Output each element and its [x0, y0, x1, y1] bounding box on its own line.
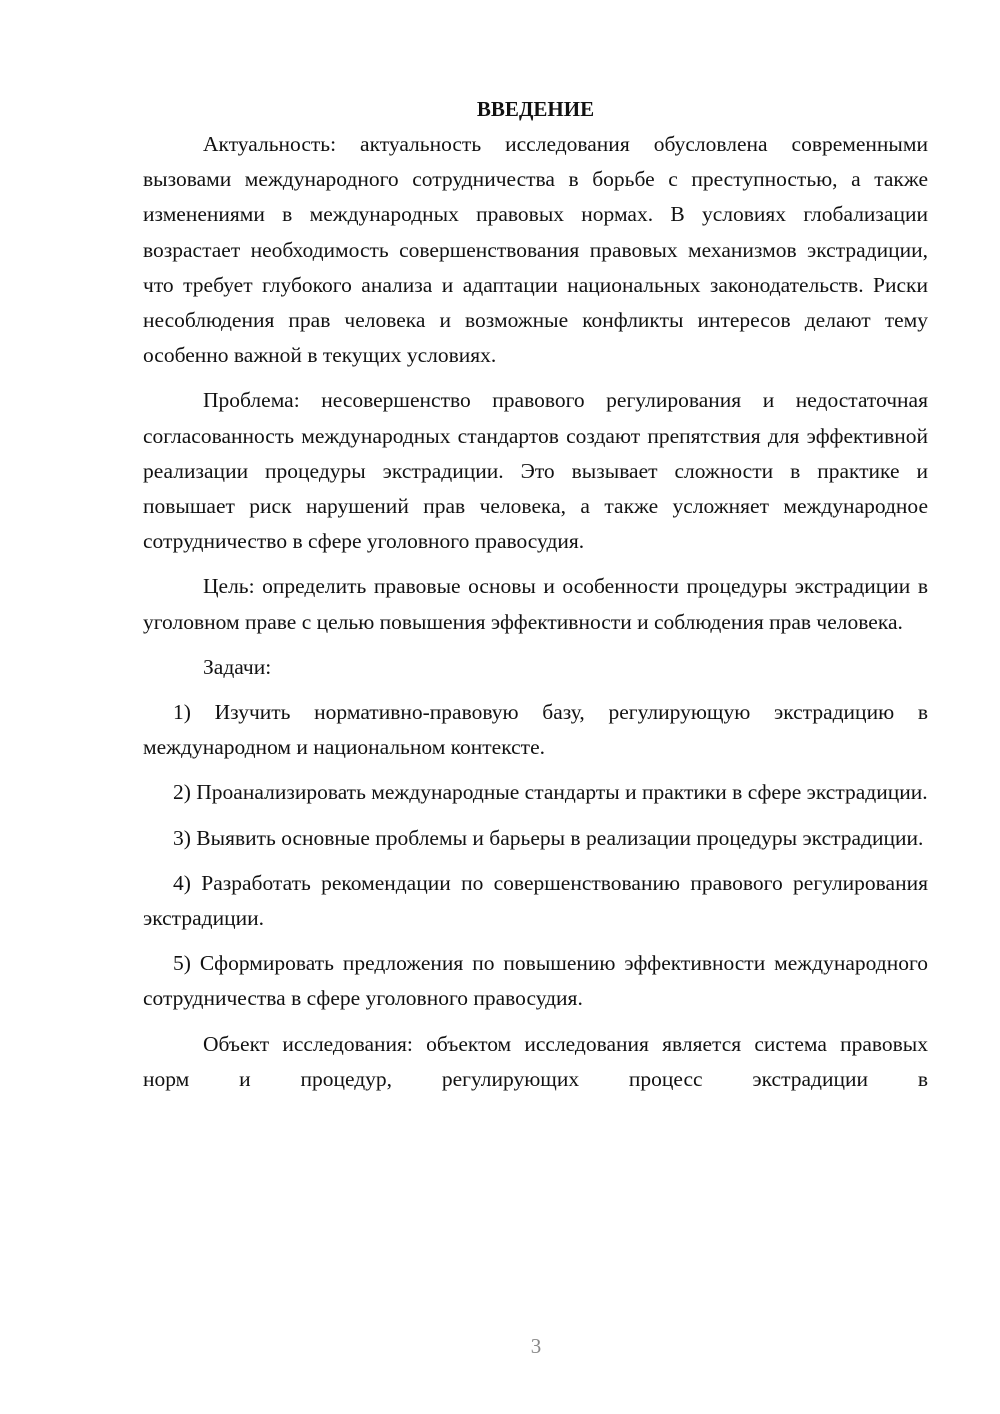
paragraph-problem: Проблема: несовершенство правового регулирования и недостаточная согласованность международных стандартов создают препятствия для эффективной реализации процедуры экстрадиции. Это вызывает сложности в практике и повышает риск нарушений прав человека, а также усложняет международное сотрудничество в сфере уголовного правосудия.: [143, 388, 928, 554]
task-item-4: 4) Разработать рекомендации по совершенствованию правового регулирования экстрадиции.: [143, 870, 928, 931]
task-item-2: 2) Проанализировать международные стандарты и практики в сфере экстрадиции.: [173, 780, 928, 805]
document-page: [143, 92, 928, 1097]
paragraph-tasks-label: Задачи:: [203, 654, 272, 679]
task-item-5: 5) Сформировать предложения по повышению эффективности международного сотрудничества в сфере уголовного правосудия.: [143, 951, 928, 1011]
paragraph-relevance: Актуальность: актуальность исследования обусловлена современными вызовами международного сотрудничества в борьбе с преступностью, а также изменениями в международных правовых нормах. В условиях глобализации возрастает необходимость совершенствования правовых механизмов экстрадиции, что требует глубокого анализа и адаптации национальных законодательств. Риски несоблюдения прав человека и возможные конфликты интересов делают тему особенно важной в текущих условиях.: [143, 132, 928, 368]
page-number: 3: [530, 1334, 542, 1358]
section-heading: ВВЕДЕНИЕ: [476, 97, 595, 121]
task-item-3: 3) Выявить основные проблемы и барьеры в реализации процедуры экстрадиции.: [173, 825, 924, 850]
task-item-1: 1) Изучить нормативно-правовую базу, регулирующую экстрадицию в международном и национальном контексте.: [143, 700, 928, 760]
paragraph-goal: Цель: определить правовые основы и особенности процедуры экстрадиции в уголовном праве с целью повышения эффективности и соблюдения прав человека.: [143, 574, 928, 634]
paragraph-object: Объект исследования: объектом исследования является система правовых норм и процедур, регулирующих процесс экстрадиции в: [143, 1031, 928, 1091]
